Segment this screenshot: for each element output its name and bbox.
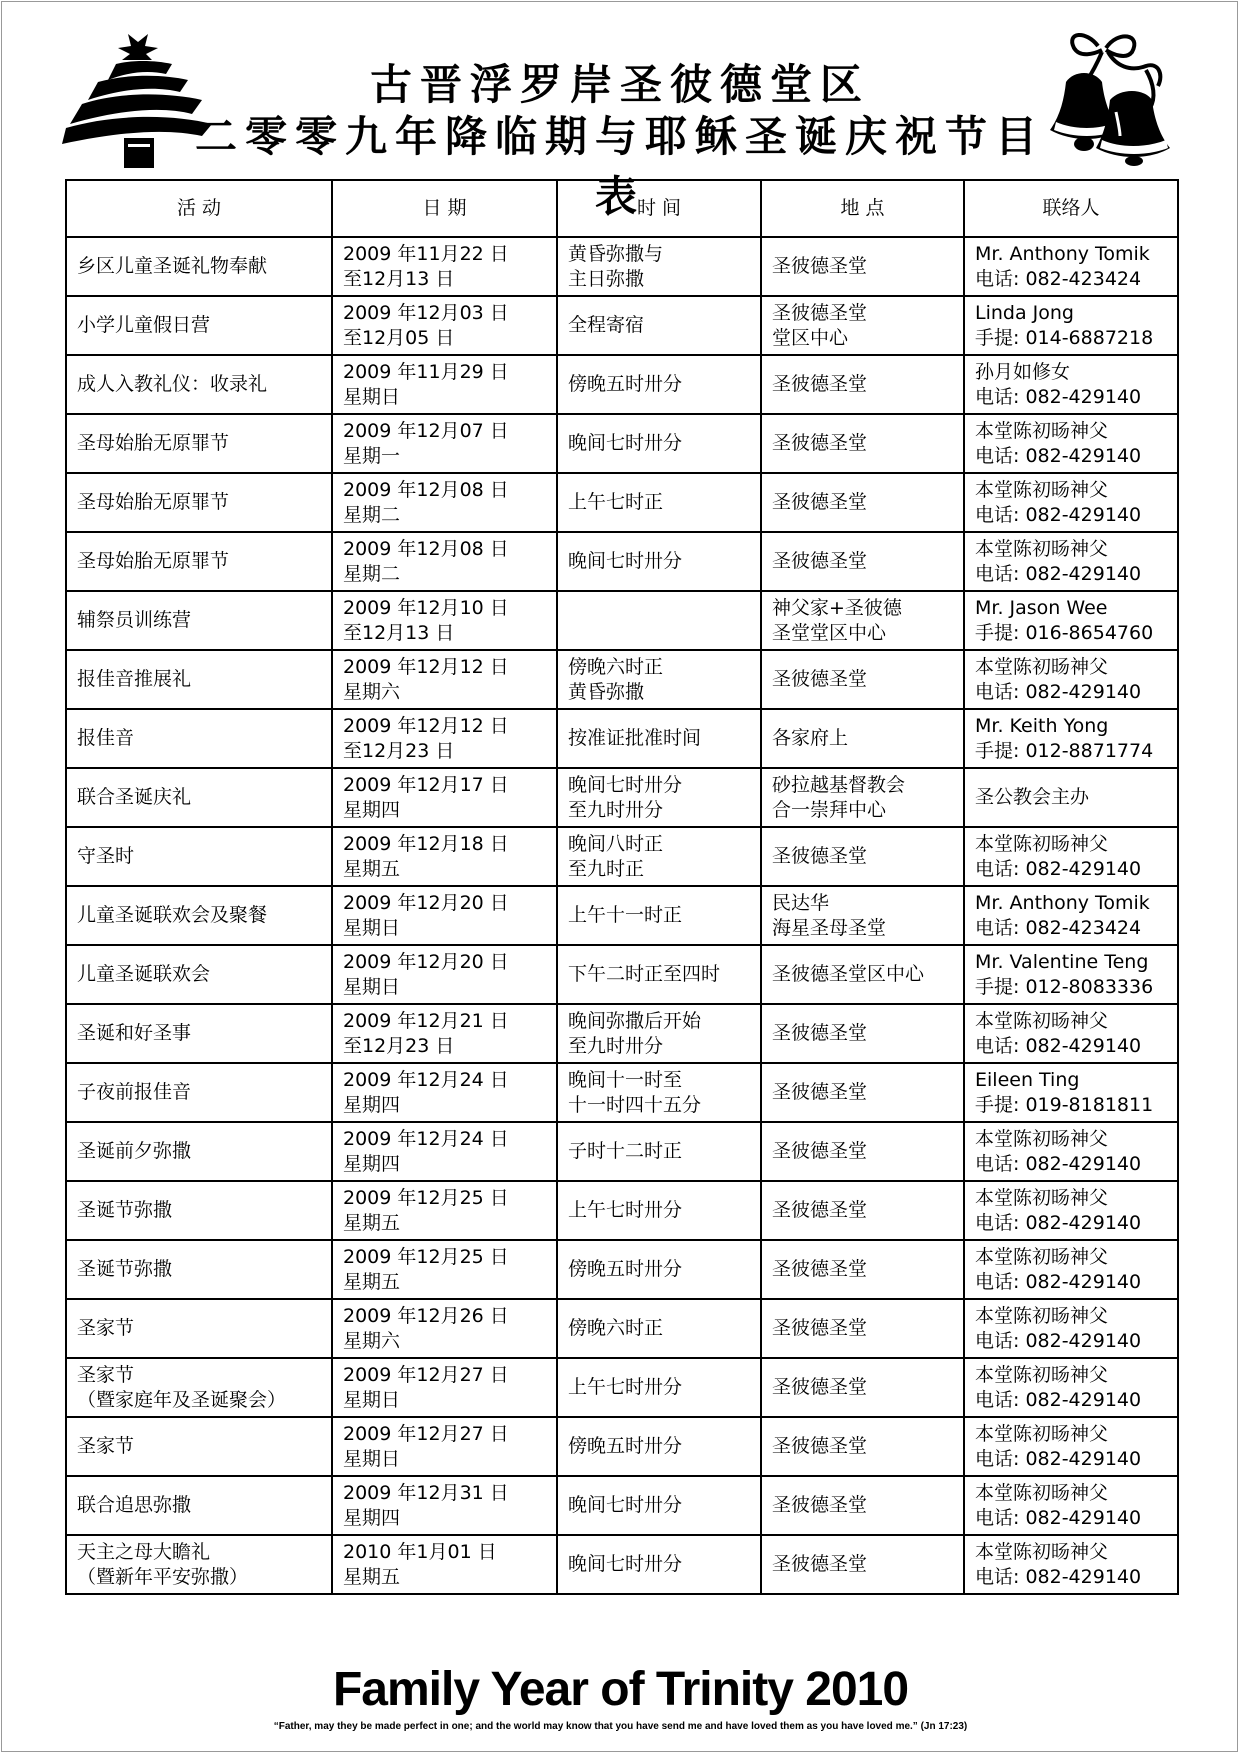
location-cell: 民达华 海星圣母圣堂 <box>761 886 964 945</box>
table-row <box>66 1122 1178 1181</box>
location-cell: 圣彼德圣堂 <box>761 1063 964 1122</box>
table-row <box>66 1004 1178 1063</box>
activity-cell: 报佳音 <box>66 709 332 768</box>
activity-cell: 辅祭员训练营 <box>66 591 332 650</box>
location-cell: 圣彼德圣堂 <box>761 1358 964 1417</box>
location-cell: 圣彼德圣堂 堂区中心 <box>761 296 964 355</box>
contact-cell: Mr. Keith Yong 手提: 012-8871774 <box>964 709 1178 768</box>
activity-cell: 圣家节 <box>66 1299 332 1358</box>
time-cell: 晚间七时卅分 <box>557 532 761 591</box>
christmas-bells-icon <box>1046 26 1176 166</box>
time-cell: 黄昏弥撒与 主日弥撒 <box>557 237 761 296</box>
contact-cell: 孙月如修女 电话: 082-429140 <box>964 355 1178 414</box>
date-cell: 2009 年12月26 日 星期六 <box>332 1299 557 1358</box>
time-cell: 傍晚五时卅分 <box>557 355 761 414</box>
table-row <box>66 886 1178 945</box>
contact-cell: Mr. Anthony Tomik 电话: 082-423424 <box>964 886 1178 945</box>
table-row <box>66 414 1178 473</box>
date-cell: 2009 年12月31 日 星期四 <box>332 1476 557 1535</box>
date-cell: 2009 年12月25 日 星期五 <box>332 1240 557 1299</box>
table-row <box>66 1240 1178 1299</box>
table-row <box>66 1299 1178 1358</box>
time-cell: 晚间七时卅分 <box>557 1476 761 1535</box>
contact-cell: 本堂陈初旸神父 电话: 082-429140 <box>964 1299 1178 1358</box>
contact-cell: 本堂陈初旸神父 电话: 082-429140 <box>964 650 1178 709</box>
date-cell: 2009 年11月29 日 星期日 <box>332 355 557 414</box>
time-cell: 按准证批准时间 <box>557 709 761 768</box>
location-cell: 圣彼德圣堂 <box>761 1476 964 1535</box>
column-header-location: 地 点 <box>761 180 964 237</box>
location-cell: 圣彼德圣堂 <box>761 650 964 709</box>
activity-cell: 圣诞节弥撒 <box>66 1181 332 1240</box>
schedule-table <box>65 179 1179 1595</box>
activity-cell: 联合圣诞庆礼 <box>66 768 332 827</box>
contact-cell: 本堂陈初旸神父 电话: 082-429140 <box>964 1476 1178 1535</box>
location-cell: 圣彼德圣堂区中心 <box>761 945 964 1004</box>
contact-cell: 本堂陈初旸神父 电话: 082-429140 <box>964 1004 1178 1063</box>
page-title: 古晋浮罗岸圣彼德堂区 <box>369 60 870 109</box>
date-cell: 2010 年1月01 日 星期五 <box>332 1535 557 1594</box>
table-row <box>66 296 1178 355</box>
location-cell: 圣彼德圣堂 <box>761 355 964 414</box>
table-row <box>66 473 1178 532</box>
time-cell: 傍晚六时正 <box>557 1299 761 1358</box>
activity-cell: 天主之母大瞻礼 （暨新年平安弥撒） <box>66 1535 332 1594</box>
activity-cell: 圣母始胎无原罪节 <box>66 414 332 473</box>
contact-cell: 本堂陈初旸神父 电话: 082-429140 <box>964 827 1178 886</box>
table-row <box>66 768 1178 827</box>
date-cell: 2009 年12月25 日 星期五 <box>332 1181 557 1240</box>
time-cell: 下午二时正至四时 <box>557 945 761 1004</box>
table-row <box>66 591 1178 650</box>
activity-cell: 报佳音推展礼 <box>66 650 332 709</box>
time-cell: 傍晚六时正 黄昏弥撒 <box>557 650 761 709</box>
footer-title: Family Year of Trinity 2010 <box>332 1663 909 1716</box>
date-cell: 2009 年12月27 日 星期日 <box>332 1417 557 1476</box>
location-cell: 各家府上 <box>761 709 964 768</box>
column-header-activity: 活 动 <box>66 180 332 237</box>
activity-cell: 成人入教礼仪：收录礼 <box>66 355 332 414</box>
table-row <box>66 532 1178 591</box>
time-cell: 晚间八时正 至九时正 <box>557 827 761 886</box>
location-cell: 砂拉越基督教会 合一崇拜中心 <box>761 768 964 827</box>
time-cell <box>557 591 761 650</box>
date-cell: 2009 年12月08 日 星期二 <box>332 532 557 591</box>
contact-cell: 本堂陈初旸神父 电话: 082-429140 <box>964 532 1178 591</box>
activity-cell: 圣家节 <box>66 1417 332 1476</box>
time-cell: 傍晚五时卅分 <box>557 1240 761 1299</box>
location-cell: 圣彼德圣堂 <box>761 1122 964 1181</box>
contact-cell: 本堂陈初旸神父 电话: 082-429140 <box>964 414 1178 473</box>
time-cell: 傍晚五时卅分 <box>557 1417 761 1476</box>
date-cell: 2009 年12月21 日 至12月23 日 <box>332 1004 557 1063</box>
time-cell: 上午七时卅分 <box>557 1181 761 1240</box>
location-cell: 圣彼德圣堂 <box>761 827 964 886</box>
table-row <box>66 355 1178 414</box>
time-cell: 晚间七时卅分 至九时卅分 <box>557 768 761 827</box>
date-cell: 2009 年12月12 日 星期六 <box>332 650 557 709</box>
contact-cell: 本堂陈初旸神父 电话: 082-429140 <box>964 1122 1178 1181</box>
time-cell: 上午七时正 <box>557 473 761 532</box>
location-cell: 圣彼德圣堂 <box>761 1535 964 1594</box>
table-row <box>66 709 1178 768</box>
table-row <box>66 237 1178 296</box>
contact-cell: Eileen Ting 手提: 019-8181811 <box>964 1063 1178 1122</box>
location-cell: 圣彼德圣堂 <box>761 1181 964 1240</box>
page-subtitle: 二零零九年降临期与耶稣圣诞庆祝节目表 <box>194 112 1045 221</box>
contact-cell: Linda Jong 手提: 014-6887218 <box>964 296 1178 355</box>
contact-cell: Mr. Valentine Teng 手提: 012-8083336 <box>964 945 1178 1004</box>
time-cell: 上午十一时正 <box>557 886 761 945</box>
date-cell: 2009 年12月03 日 至12月05 日 <box>332 296 557 355</box>
footer-quote: “Father, may they be made perfect in one; and the world may know that you have send me and have loved them as you have loved me.” (Jn 17:23) <box>273 1721 968 1732</box>
date-cell: 2009 年12月17 日 星期四 <box>332 768 557 827</box>
date-cell: 2009 年12月10 日 至12月13 日 <box>332 591 557 650</box>
activity-cell: 子夜前报佳音 <box>66 1063 332 1122</box>
date-cell: 2009 年12月20 日 星期日 <box>332 945 557 1004</box>
contact-cell: Mr. Jason Wee 手提: 016-8654760 <box>964 591 1178 650</box>
contact-cell: 本堂陈初旸神父 电话: 082-429140 <box>964 1417 1178 1476</box>
activity-cell: 儿童圣诞联欢会 <box>66 945 332 1004</box>
activity-cell: 儿童圣诞联欢会及聚餐 <box>66 886 332 945</box>
table-row <box>66 650 1178 709</box>
activity-cell: 圣家节 （暨家庭年及圣诞聚会） <box>66 1358 332 1417</box>
table-row <box>66 1358 1178 1417</box>
contact-cell: 本堂陈初旸神父 电话: 082-429140 <box>964 473 1178 532</box>
activity-cell: 乡区儿童圣诞礼物奉献 <box>66 237 332 296</box>
location-cell: 神父家+圣彼德 圣堂堂区中心 <box>761 591 964 650</box>
time-cell: 晚间七时卅分 <box>557 1535 761 1594</box>
table-row <box>66 945 1178 1004</box>
contact-cell: 本堂陈初旸神父 电话: 082-429140 <box>964 1535 1178 1594</box>
activity-cell: 圣诞前夕弥撒 <box>66 1122 332 1181</box>
location-cell: 圣彼德圣堂 <box>761 1004 964 1063</box>
date-cell: 2009 年12月20 日 星期日 <box>332 886 557 945</box>
activity-cell: 守圣时 <box>66 827 332 886</box>
location-cell: 圣彼德圣堂 <box>761 1240 964 1299</box>
activity-cell: 小学儿童假日营 <box>66 296 332 355</box>
column-header-contact: 联络人 <box>964 180 1178 237</box>
time-cell: 晚间七时卅分 <box>557 414 761 473</box>
location-cell: 圣彼德圣堂 <box>761 1299 964 1358</box>
contact-cell: 本堂陈初旸神父 电话: 082-429140 <box>964 1181 1178 1240</box>
date-cell: 2009 年12月08 日 星期二 <box>332 473 557 532</box>
time-cell: 子时十二时正 <box>557 1122 761 1181</box>
table-row <box>66 827 1178 886</box>
date-cell: 2009 年12月27 日 星期日 <box>332 1358 557 1417</box>
contact-cell: 本堂陈初旸神父 电话: 082-429140 <box>964 1240 1178 1299</box>
contact-cell: 本堂陈初旸神父 电话: 082-429140 <box>964 1358 1178 1417</box>
activity-cell: 圣母始胎无原罪节 <box>66 473 332 532</box>
table-row <box>66 1417 1178 1476</box>
table-row <box>66 1063 1178 1122</box>
location-cell: 圣彼德圣堂 <box>761 473 964 532</box>
date-cell: 2009 年12月12 日 至12月23 日 <box>332 709 557 768</box>
date-cell: 2009 年11月22 日 至12月13 日 <box>332 237 557 296</box>
activity-cell: 圣诞节弥撒 <box>66 1240 332 1299</box>
time-cell: 上午七时卅分 <box>557 1358 761 1417</box>
table-row <box>66 1181 1178 1240</box>
time-cell: 晚间十一时至 十一时四十五分 <box>557 1063 761 1122</box>
contact-cell: Mr. Anthony Tomik 电话: 082-423424 <box>964 237 1178 296</box>
date-cell: 2009 年12月18 日 星期五 <box>332 827 557 886</box>
time-cell: 全程寄宿 <box>557 296 761 355</box>
location-cell: 圣彼德圣堂 <box>761 414 964 473</box>
table-row <box>66 1476 1178 1535</box>
activity-cell: 圣母始胎无原罪节 <box>66 532 332 591</box>
activity-cell: 圣诞和好圣事 <box>66 1004 332 1063</box>
date-cell: 2009 年12月07 日 星期一 <box>332 414 557 473</box>
column-header-time: 时 间 <box>557 180 761 237</box>
time-cell: 晚间弥撒后开始 至九时卅分 <box>557 1004 761 1063</box>
date-cell: 2009 年12月24 日 星期四 <box>332 1122 557 1181</box>
date-cell: 2009 年12月24 日 星期四 <box>332 1063 557 1122</box>
table-header-row <box>66 180 1178 237</box>
column-header-date: 日 期 <box>332 180 557 237</box>
location-cell: 圣彼德圣堂 <box>761 532 964 591</box>
table-row <box>66 1535 1178 1594</box>
location-cell: 圣彼德圣堂 <box>761 1417 964 1476</box>
contact-cell: 圣公教会主办 <box>964 768 1178 827</box>
activity-cell: 联合追思弥撒 <box>66 1476 332 1535</box>
location-cell: 圣彼德圣堂 <box>761 237 964 296</box>
